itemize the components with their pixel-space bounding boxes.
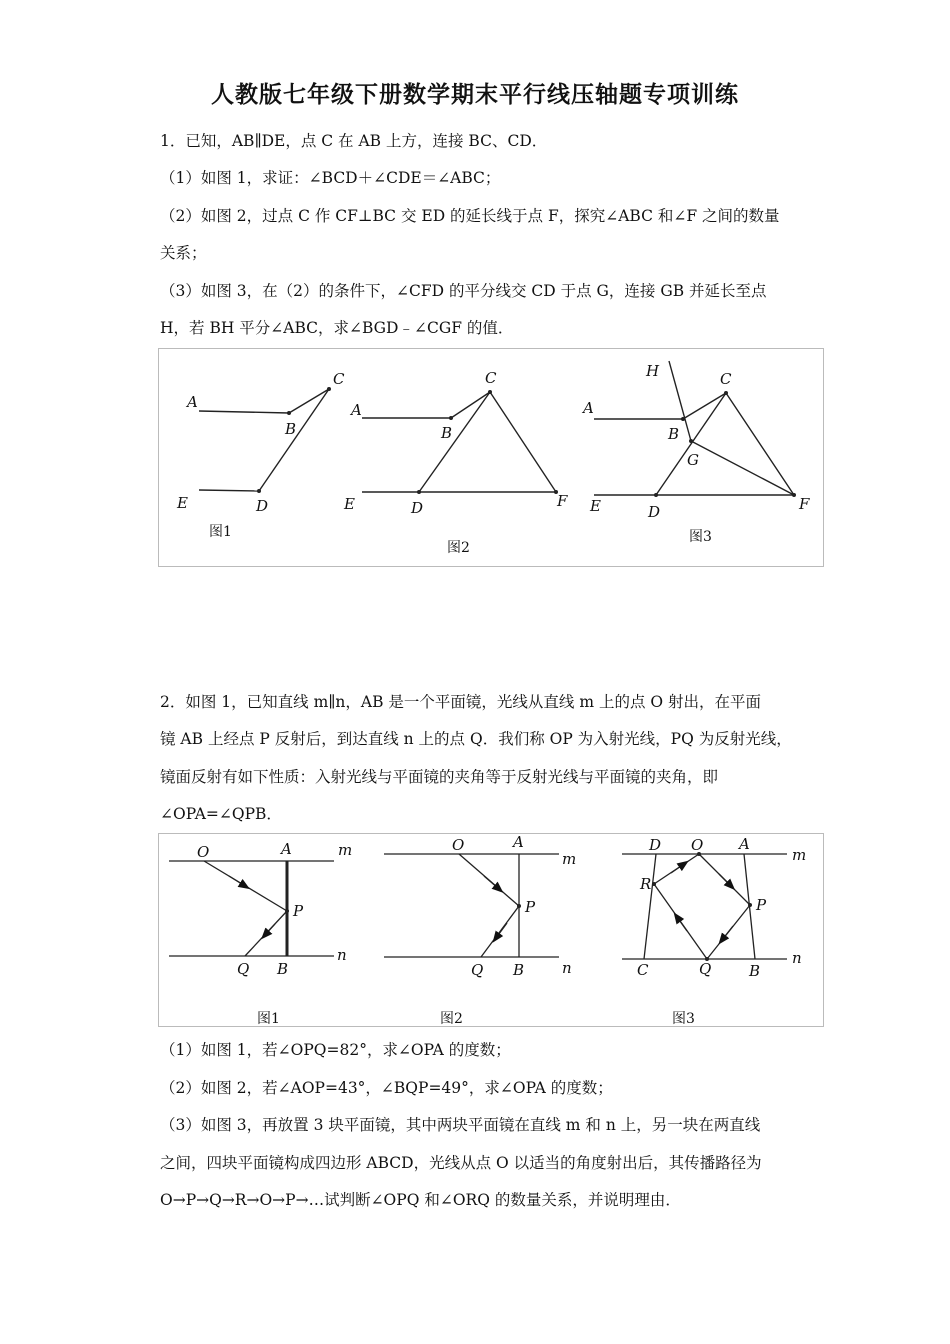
fig3-label-H: H bbox=[646, 362, 660, 380]
q2-fig3-label-R: R bbox=[640, 875, 652, 893]
fig3-label-E: E bbox=[590, 497, 601, 515]
q2-fig1-label-n: n bbox=[337, 946, 347, 964]
q2-fig2-label-Q: Q bbox=[471, 961, 484, 979]
fig2-label-F: F bbox=[557, 492, 568, 510]
q2-fig1-caption: 图1 bbox=[257, 1011, 280, 1026]
q2-fig3-label-n: n bbox=[792, 949, 802, 967]
q2-fig3-label-A: A bbox=[739, 835, 750, 853]
fig3-line-GF bbox=[691, 441, 794, 495]
fig1-line-CD bbox=[259, 389, 329, 491]
q2-intro-line4: ∠OPA=∠QPB． bbox=[160, 805, 282, 823]
fig2-line-CD bbox=[419, 392, 490, 492]
fig3-line-CF bbox=[726, 393, 794, 495]
fig1-label-B: B bbox=[285, 420, 297, 438]
fig3-line-CD bbox=[656, 393, 726, 495]
q2-part2: （2）如图 2，若∠AOP=43°，∠BQP=49°，求∠OPA 的度数； bbox=[160, 1079, 613, 1097]
q2-fig2-label-B: B bbox=[513, 961, 525, 979]
fig2-line-BC bbox=[451, 392, 490, 418]
fig1-label-C: C bbox=[333, 370, 345, 388]
fig1-label-A: A bbox=[187, 393, 198, 411]
fig2-caption: 图2 bbox=[447, 540, 470, 556]
q2-fig2-caption: 图2 bbox=[440, 1011, 463, 1026]
fig1-line-ED bbox=[199, 490, 259, 491]
q2-fig3-caption: 图3 bbox=[672, 1011, 695, 1026]
q2-figure bbox=[158, 833, 824, 1027]
fig2-label-B: B bbox=[441, 424, 453, 442]
fig1-label-D: D bbox=[256, 497, 269, 515]
q2-fig3-label-m: m bbox=[792, 846, 807, 864]
q2-fig3-label-P: P bbox=[756, 896, 767, 914]
fig2-label-A: A bbox=[351, 401, 362, 419]
fig3-label-D: D bbox=[648, 503, 661, 521]
q2-fig3-arrow-3 bbox=[677, 917, 687, 931]
page-title: 人教版七年级下册数学期末平行线压轴题专项训练 bbox=[211, 82, 739, 108]
q2-fig2-label-n: n bbox=[562, 959, 572, 977]
fig3-label-B: B bbox=[668, 425, 680, 443]
fig1-line-AB bbox=[199, 411, 289, 413]
q2-fig3-label-C: C bbox=[637, 961, 649, 979]
q2-fig1-label-A: A bbox=[281, 840, 292, 858]
q2-intro-line1: 2．如图 1，已知直线 m∥n，AB 是一个平面镜，光线从直线 m 上的点 O 射出，在平面 bbox=[160, 693, 762, 711]
fig2-label-D: D bbox=[411, 499, 424, 517]
fig1-line-BC bbox=[289, 389, 329, 413]
q2-fig1-label-O: O bbox=[197, 843, 210, 861]
fig2-line-CF bbox=[490, 392, 556, 492]
q1-figure bbox=[158, 348, 824, 567]
fig3-label-F: F bbox=[799, 495, 810, 513]
q2-fig3-arrow-1 bbox=[719, 874, 731, 886]
q1-part2-line2: 关系； bbox=[160, 244, 207, 262]
q2-fig3-label-B: B bbox=[749, 962, 761, 980]
q2-fig1-label-Q: Q bbox=[237, 960, 250, 978]
q2-fig2-label-A: A bbox=[513, 834, 524, 851]
q2-fig1-arrow-2 bbox=[265, 924, 275, 935]
fig3-label-A: A bbox=[583, 399, 594, 417]
q2-fig2-label-P: P bbox=[525, 898, 536, 916]
fig2-label-E: E bbox=[344, 495, 355, 513]
q2-part3-line2: 之间，四块平面镜构成四边形 ABCD，光线从点 O 以适当的角度射出后，其传播路径为 bbox=[160, 1154, 762, 1172]
q2-fig2-label-m: m bbox=[562, 850, 577, 868]
q2-fig1-label-P: P bbox=[293, 902, 304, 920]
q2-fig3-label-O: O bbox=[691, 836, 704, 854]
q2-fig2-arrow-1 bbox=[484, 876, 499, 889]
q2-fig2-label-O: O bbox=[452, 836, 465, 854]
fig3-line-BC bbox=[683, 393, 726, 419]
q1-stem: 1．已知，AB∥DE，点 C 在 AB 上方，连接 BC、CD． bbox=[160, 132, 548, 150]
q1-part2-line1: （2）如图 2，过点 C 作 CF⊥BC 交 ED 的延长线于点 F，探究∠ABC 和∠F 之间的数量 bbox=[160, 207, 780, 225]
q2-part3-line3: O→P→Q→R→O→P→…试判断∠OPQ 和∠ORQ 的数量关系，并说明理由． bbox=[160, 1191, 681, 1209]
q2-fig3-mirror-DC bbox=[644, 854, 656, 959]
q2-fig3-label-D: D bbox=[649, 836, 662, 854]
q2-fig1-label-B: B bbox=[277, 960, 289, 978]
q2-fig2-arrow-2 bbox=[496, 923, 507, 938]
fig3-label-C: C bbox=[720, 370, 732, 388]
q2-fig1-arrow-1 bbox=[229, 876, 245, 886]
fig3-label-G: G bbox=[687, 451, 699, 469]
q2-part1: （1）如图 1，若∠OPQ=82°，求∠OPA 的度数； bbox=[160, 1041, 511, 1059]
fig2-label-C: C bbox=[485, 369, 497, 387]
q2-fig3-label-Q: Q bbox=[699, 960, 712, 978]
fig1-label-E: E bbox=[177, 494, 188, 512]
q2-part3-line1: （3）如图 3，再放置 3 块平面镜，其中两块平面镜在直线 m 和 n 上，另一块在两直线 bbox=[160, 1116, 761, 1134]
q2-intro-line2: 镜 AB 上经点 P 反射后，到达直线 n 上的点 Q．我们称 OP 为入射光线，PQ 为反射光线， bbox=[160, 730, 792, 748]
q2-fig3-arrow-4 bbox=[671, 864, 684, 873]
q1-part3-line1: （3）如图 3，在（2）的条件下，∠CFD 的平分线交 CD 于点 G，连接 GB 并延长至点 bbox=[160, 282, 767, 300]
q2-fig1-label-m: m bbox=[338, 841, 353, 859]
fig1-caption: 图1 bbox=[209, 524, 232, 540]
q2-fig1-ray-OP bbox=[204, 861, 287, 911]
q1-part1: （1）如图 1，求证：∠BCD＋∠CDE＝∠ABC； bbox=[160, 169, 501, 187]
q2-intro-line3: 镜面反射有如下性质：入射光线与平面镜的夹角等于反射光线与平面镜的夹角，即 bbox=[160, 768, 719, 786]
q2-fig3-arrow-2 bbox=[722, 926, 733, 940]
q1-part3-line2: H，若 BH 平分∠ABC，求∠BGD﹣∠CGF 的值． bbox=[160, 319, 514, 337]
fig3-caption: 图3 bbox=[689, 529, 712, 545]
